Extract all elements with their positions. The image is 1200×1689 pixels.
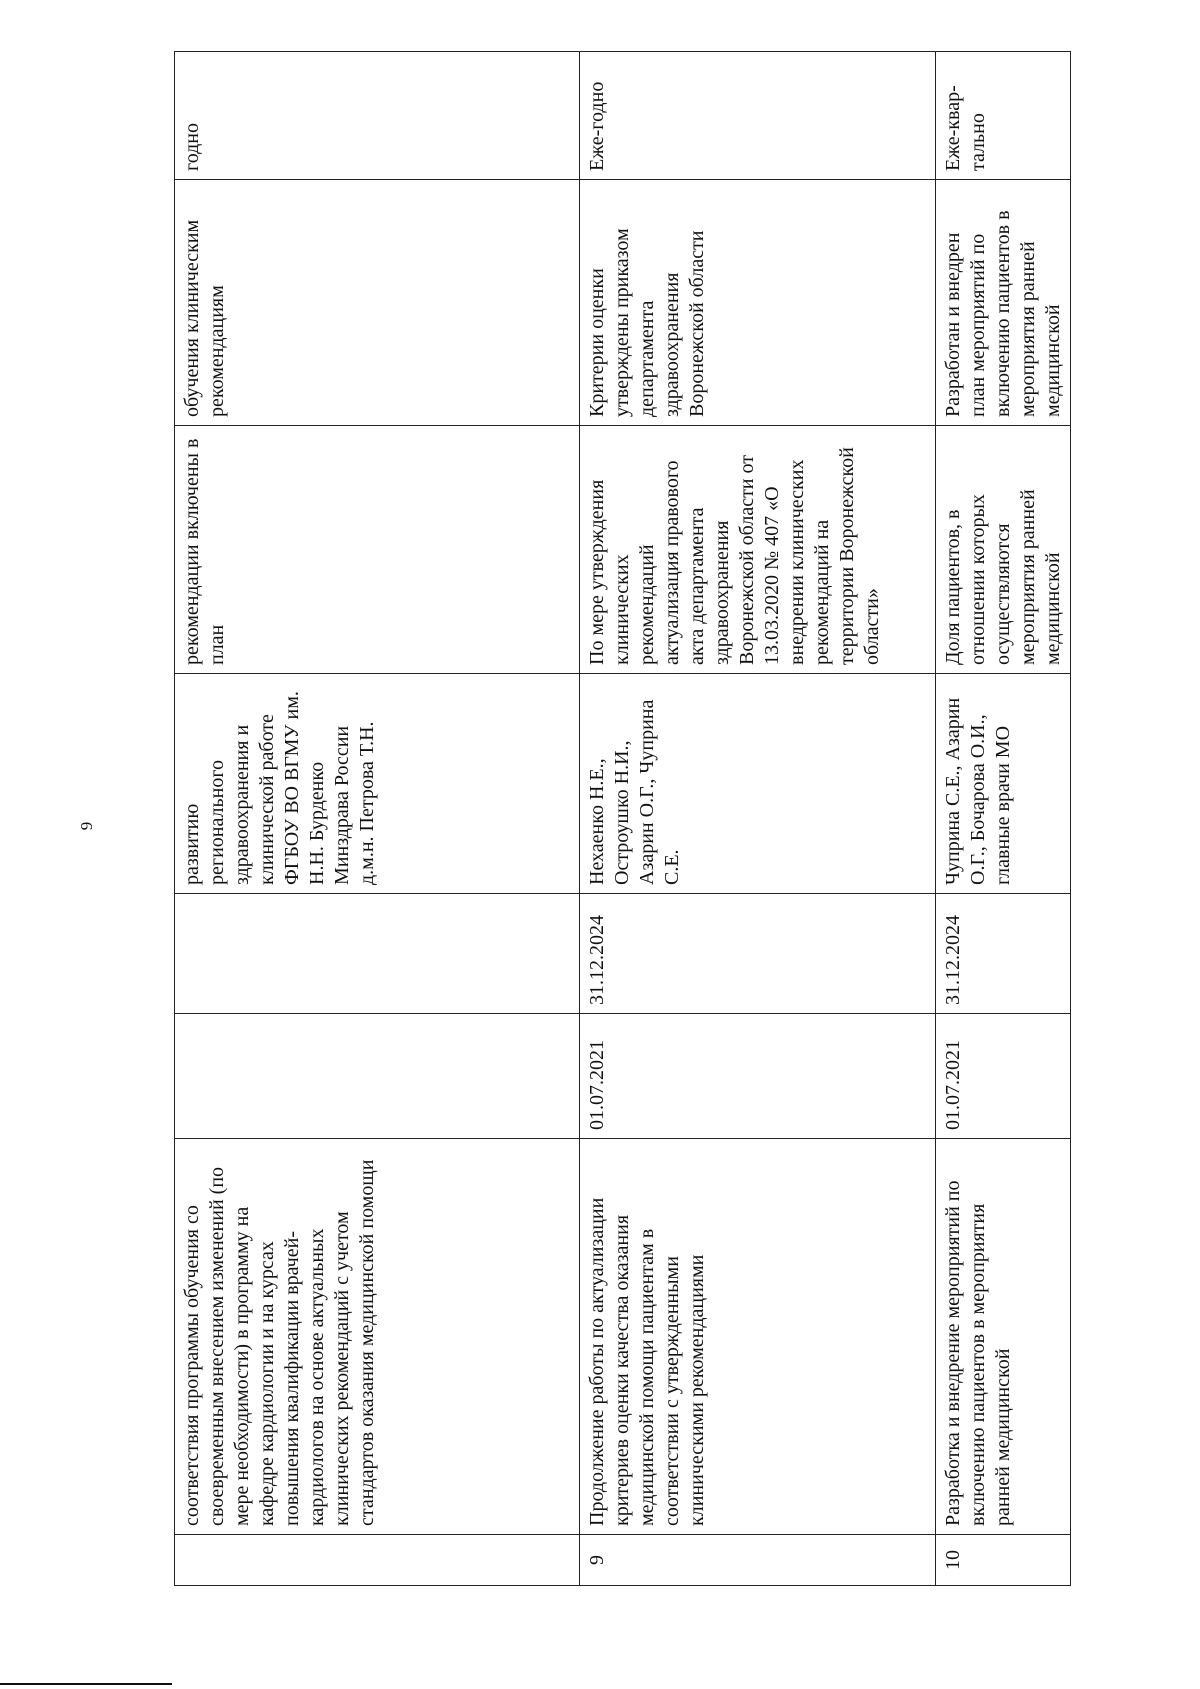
- action-cell: Разработка и внедрение мероприятий по включению пациентов в мероприятия ранней медицинской: [936, 1139, 1071, 1535]
- result-cell: обучения клиническим рекомендациям: [175, 180, 580, 426]
- responsible-cell: Нехаенко Н.Е., Остроушко Н.И., Азарин О.Г., Чуприна С.Е.: [580, 674, 936, 894]
- indicator-cell: Доля пациентов, в отношении которых осуществляются мероприятия ранней медицинской: [936, 426, 1071, 674]
- table-row: [580, 52, 936, 1586]
- action-cell: Продолжение работы по актуализации критериев оценки качества оказания медицинской помощи пациентам в соответствии с утвержденными клиническими рекомендациями: [580, 1139, 936, 1535]
- result-cell: Критерии оценки утверждены приказом департамента здравоохранения Воронежской области: [580, 180, 936, 426]
- start-date-cell: 01.07.2021: [936, 1014, 1071, 1139]
- end-date-cell: 31.12.2024: [936, 894, 1071, 1014]
- action-cell: соответствия программы обучения со своевременным внесением изменений (по мере необходимости) в программу на кафедре кардиологии и на курсах повышения квалификации врачей-кардиологов на основе актуальных клинических рекомендаций с учетом стандартов оказания медицинской помощи: [175, 1139, 580, 1535]
- indicator-cell: По мере утверждения клинических рекомендаций актуализация правового акта департамента здравоохранения Воронежской области от 13.03.2020 № 407 «О внедрении клинических рекомендаций на территории Воронежской области»: [580, 426, 936, 674]
- result-cell: Разработан и внедрен план мероприятий по включению пациентов в мероприятия ранней медицинской: [936, 180, 1071, 426]
- indicator-cell: рекомендации включены в план: [175, 426, 580, 674]
- end-date-cell: 31.12.2024: [580, 894, 936, 1014]
- table-row: [175, 52, 580, 1586]
- row-number-cell: 10: [936, 1535, 1071, 1586]
- responsible-cell: развитию регионального здравоохранения и клинической работе ФГБОУ ВО ВГМУ им. Н.Н. Бурденко Минздрава России д.м.н. Петрова Т.Н.: [175, 674, 580, 894]
- page-number: 9: [77, 821, 96, 831]
- responsible-cell: Чуприна С.Е., Азарин О.Г., Бочарова О.И., главные врачи МО: [936, 674, 1071, 894]
- table-row: [936, 52, 1071, 1586]
- start-date-cell: [175, 1014, 580, 1139]
- frequency-cell: Еже-годно: [580, 52, 936, 180]
- frequency-cell: годно: [175, 52, 580, 180]
- scan-edge-line: [0, 1683, 172, 1685]
- end-date-cell: [175, 894, 580, 1014]
- action-plan-table: [174, 51, 1071, 1586]
- row-number-cell: 9: [580, 1535, 936, 1586]
- frequency-cell: Еже-квар-тально: [936, 52, 1071, 180]
- rotated-table-container: [174, 52, 1062, 1586]
- start-date-cell: 01.07.2021: [580, 1014, 936, 1139]
- row-number-cell: [175, 1535, 580, 1586]
